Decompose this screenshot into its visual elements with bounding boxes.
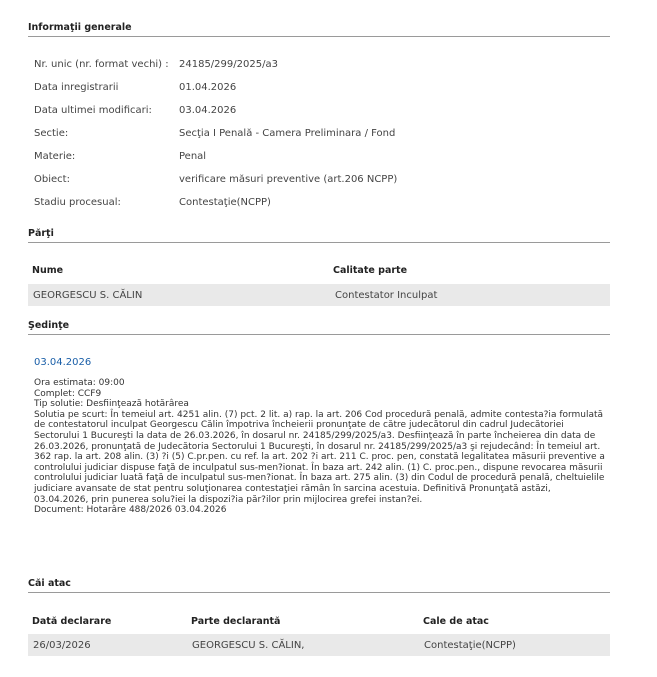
info-label: Nr. unic (nr. format vechi) : [34, 59, 169, 70]
info-value: Secţia I Penală - Camera Preliminara / Fond [179, 128, 396, 139]
session-time: Ora estimata: 09:00 [34, 378, 125, 388]
session-solution-type: Tip solutie: Desfiinţează hotărârea [34, 399, 189, 410]
appeal-party: GEORGESCU S. CĂLIN, [192, 640, 305, 651]
info-value: Contestaţie(NCPP) [179, 197, 271, 208]
column-header-parte-declaranta: Parte declarantă [191, 616, 281, 627]
parti-table-header [28, 261, 610, 279]
party-role: Contestator Inculpat [335, 290, 438, 301]
section-title-sedinte: Şedinţe [28, 320, 610, 335]
session-document: Document: Hotarâre 488/2026 03.04.2026 [34, 505, 227, 516]
column-header-data-declarare: Dată declarare [32, 616, 112, 627]
session-details [34, 378, 606, 516]
column-header-cale-atac: Cale de atac [423, 616, 489, 627]
table-row [28, 634, 610, 656]
section-title-parti: Părţi [28, 228, 610, 243]
cai-atac-table-header [28, 612, 610, 630]
info-value: 01.04.2026 [179, 82, 237, 93]
session-date-link[interactable]: 03.04.2026 [34, 357, 92, 368]
section-title-general: Informaţii generale [28, 22, 610, 37]
info-label: Data ultimei modificari: [34, 105, 152, 116]
column-header-nume: Nume [32, 265, 64, 276]
info-value: 03.04.2026 [179, 105, 237, 116]
info-value: verificare măsuri preventive (art.206 NCPP) [179, 174, 398, 185]
party-name: GEORGESCU S. CĂLIN [33, 290, 143, 301]
info-value: Penal [179, 151, 207, 162]
appeal-date: 26/03/2026 [33, 640, 91, 651]
table-row [28, 284, 610, 306]
info-label: Data inregistrarii [34, 82, 119, 93]
column-header-calitate: Calitate parte [333, 265, 408, 276]
info-label: Obiect: [34, 174, 70, 185]
session-solution-summary: Solutia pe scurt: În temeiul art. 4251 alin. (7) pct. 2 lit. a) rap. la art. 206 Cod procedură penală, admite contesta?ia formulată de contestatorul inculpat Georgescu Călin împotriva încheierii pronunţate de către judecătorul din cadrul Judecătoriei Sectorului 1 Bucureşti la data de 26.03.2026, în dosarul nr. 24185/299/2025/a3. Desfiinţează în parte încheierea din data de 26.03.2026, pronunţată de Judecătoria Sectorului 1 Bucureşti, în dosarul nr. 24185/299/2025/a3 şi rejudecând: În temeiul art. 362 rap. la art. 208 alin. (3) ?i (5) C.pr.pen. cu ref. la art. 202 ?i art. 211 C. proc. pen, constată legalitatea măsurii preventive a controlului judiciar dispuse faţă de inculpatul sus-men?ionat. În baza art. 242 alin. (1) C. proc.pen., dispune revocarea măsurii controlului judiciar luată faţă de inculpatul sus-men?ionat. În baza art. 275 alin. (3) din Codul de procedură penală, cheltuielile judiciare avansate de stat pentru soluţionarea contestaţiei rămân în sarcina acestuia. Definitivă Pronunţată astăzi, 03.04.2026, prin punerea solu?iei la dispozi?ia păr?ilor prin mijlocirea grefei instan?ei. [34, 409, 605, 505]
info-label: Sectie: [34, 128, 69, 139]
info-label: Stadiu procesual: [34, 197, 121, 208]
session-panel: Complet: CCF9 [34, 388, 102, 399]
info-label: Materie: [34, 151, 76, 162]
appeal-path: Contestaţie(NCPP) [424, 640, 516, 651]
section-title-cai-atac: Căi atac [28, 578, 610, 593]
info-value: 24185/299/2025/a3 [179, 59, 278, 70]
